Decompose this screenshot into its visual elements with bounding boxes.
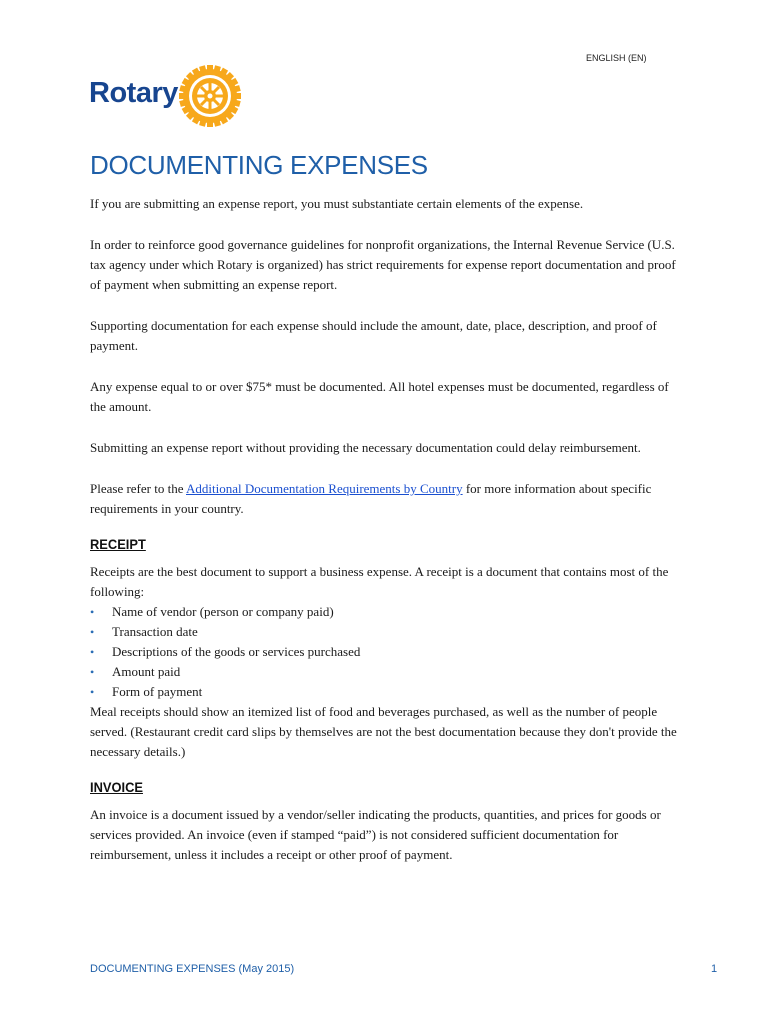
- footer-title: DOCUMENTING EXPENSES (May 2015): [90, 963, 295, 975]
- rotary-wordmark: Rotary: [89, 77, 178, 109]
- document-body: [90, 194, 680, 865]
- page-number: 1: [711, 963, 718, 975]
- list-item: • Descriptions of the goods or services purchased: [90, 642, 680, 662]
- page-title: DOCUMENTING EXPENSES: [90, 150, 428, 180]
- receipt-items-list: [90, 602, 680, 702]
- refer-paragraph: [90, 479, 680, 519]
- receipt-intro: Receipts are the best document to support a business expense. A receipt is a document that contains most of the following:: [90, 564, 669, 599]
- refer-text-before: Please refer to the: [90, 481, 187, 496]
- list-item: • Form of payment: [90, 682, 680, 702]
- invoice-heading: INVOICE: [90, 779, 143, 795]
- list-item: • Transaction date: [90, 622, 680, 642]
- supporting-docs-paragraph: Supporting documentation for each expense should include the amount, date, place, description, and proof of payment.: [90, 318, 657, 353]
- threshold-paragraph: Any expense equal to or over $75* must be documented. All hotel expenses must be documented, regardless of the amount.: [90, 379, 669, 414]
- list-item: • Name of vendor (person or company paid): [90, 602, 680, 622]
- rotary-wheel-icon: [178, 64, 242, 128]
- receipt-heading: RECEIPT: [90, 536, 146, 552]
- rotary-logo: [89, 64, 249, 128]
- irs-paragraph: In order to reinforce good governance guidelines for nonprofit organizations, the Internal Revenue Service (U.S. tax agency under which Rotary is organized) has strict requirements for expense report documentation and proof of payment when submitting an expense report.: [90, 237, 676, 292]
- refer-text-after: for more information about specific requirements in your country.: [90, 481, 652, 516]
- delay-paragraph: Submitting an expense report without providing the necessary documentation could delay reimbursement.: [90, 440, 641, 455]
- invoice-text: An invoice is a document issued by a vendor/seller indicating the products, quantities, and prices for goods or services provided. An invoice (even if stamped “paid”) is not considered sufficient documentation for reimbursement, unless it includes a receipt or other proof of payment.: [90, 807, 661, 862]
- intro-paragraph: If you are submitting an expense report, you must substantiate certain elements of the expense.: [90, 196, 584, 211]
- meal-receipt-note: Meal receipts should show an itemized list of food and beverages purchased, as well as the number of people served. (Restaurant credit card slips by themselves are not the best documentation because they don't provide the necessary details.): [90, 704, 677, 759]
- list-item: • Amount paid: [90, 662, 680, 682]
- language-label: ENGLISH (EN): [586, 53, 647, 63]
- country-requirements-link[interactable]: Additional Documentation Requirements by Country: [186, 481, 463, 496]
